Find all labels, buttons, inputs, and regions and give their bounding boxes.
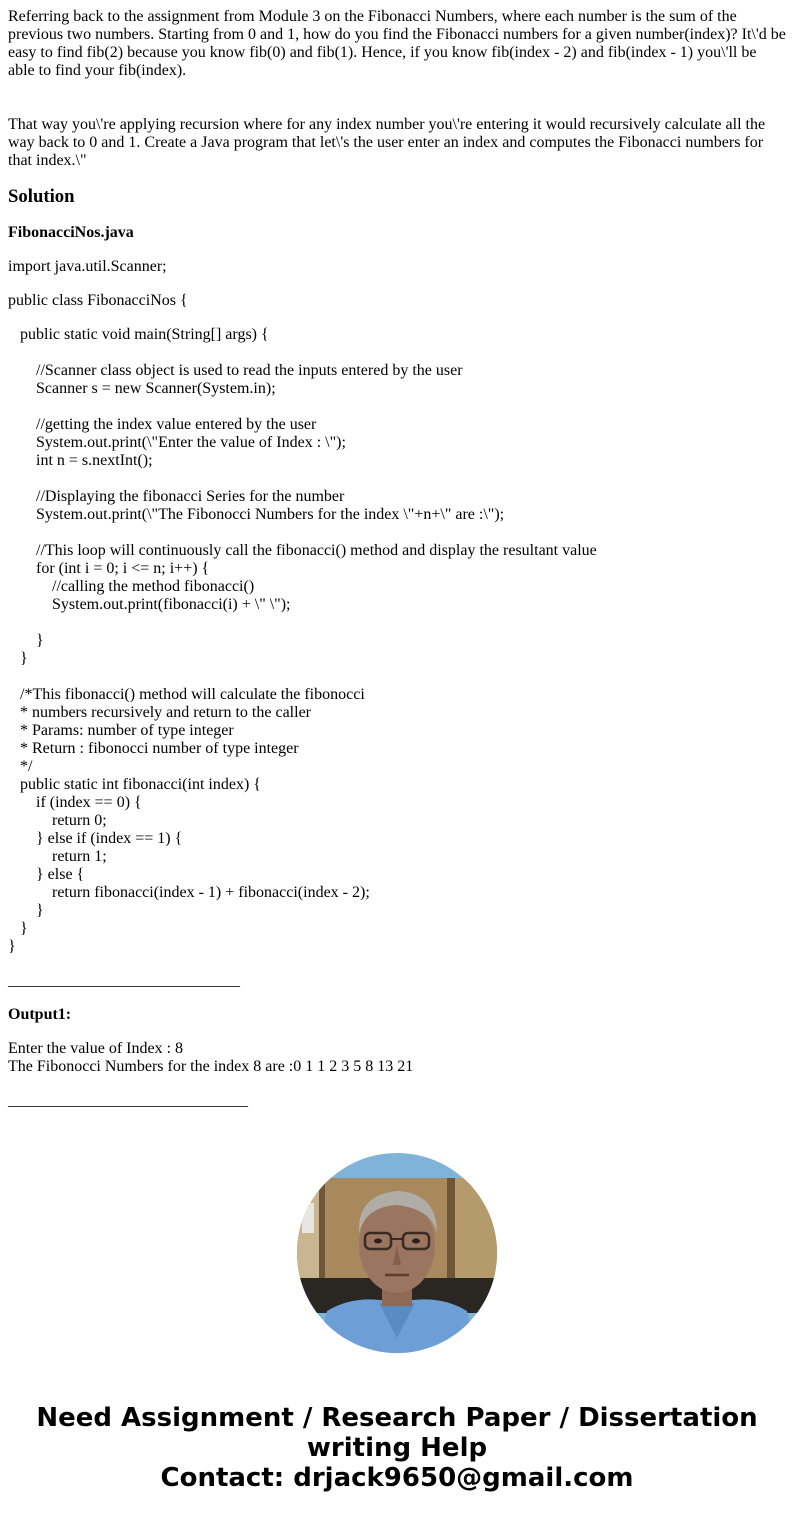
solution-heading: Solution	[8, 186, 75, 207]
class-declaration: public class FibonacciNos {	[8, 292, 188, 309]
code-line: System.out.print(fibonacci(i) + \" \");	[8, 596, 291, 613]
code-line: }	[8, 920, 28, 937]
code-line: /*This fibonacci() method will calculate the fibonocci	[8, 686, 365, 703]
code-line: } else {	[8, 866, 85, 883]
code-line: return 1;	[8, 848, 107, 865]
output-title: Output1:	[8, 1006, 72, 1023]
code-line: //calling the method fibonacci()	[8, 578, 255, 595]
question-section	[8, 8, 786, 170]
code-line: int n = s.nextInt();	[8, 452, 153, 469]
code-line: return fibonacci(index - 1) + fibonacci(index - 2);	[8, 884, 370, 901]
code-line: if (index == 0) {	[8, 794, 142, 811]
code-line	[8, 344, 786, 362]
paragraph-gap	[8, 80, 786, 116]
code-line	[8, 668, 786, 686]
code-line: for (int i = 0; i <= n; i++) {	[8, 560, 210, 577]
avatar-portrait-icon	[297, 1153, 497, 1353]
code-line: }	[8, 938, 16, 955]
code-line: //Displaying the fibonacci Series for the number	[8, 488, 345, 505]
code-line: }	[8, 650, 28, 667]
footer-contact: Contact: drjack9650@gmail.com	[160, 1463, 634, 1493]
footer-line-2: writing Help	[306, 1433, 488, 1463]
code-line: } else if (index == 1) {	[8, 830, 183, 847]
output-line-1: Enter the value of Index : 8	[8, 1040, 184, 1057]
code-line: */	[8, 758, 33, 775]
question-paragraph-2: That way you\'re applying recursion where for any index number you\'re entering it would recursively calculate all the way back to 0 and 1. Create a Java program that let\'s the user enter an index and computes the Fibonacci numbers for that index.\"	[8, 116, 766, 169]
code-line: return 0;	[8, 812, 107, 829]
code-line: }	[8, 632, 44, 649]
code-block	[8, 326, 786, 956]
code-line: //Scanner class object is used to read the inputs entered by the user	[8, 362, 463, 379]
code-line: }	[8, 902, 44, 919]
separator-line: _____________________________	[8, 972, 240, 989]
code-line: System.out.print(\"The Fibonocci Numbers for the index \"+n+\" are :\");	[8, 506, 505, 523]
import-statement: import java.util.Scanner;	[8, 258, 167, 275]
separator-line: ______________________________	[8, 1092, 248, 1109]
code-line	[8, 614, 786, 632]
code-line: * numbers recursively and return to the caller	[8, 704, 311, 721]
code-line	[8, 470, 786, 488]
program-output	[8, 1040, 786, 1076]
code-line: * Params: number of type integer	[8, 722, 234, 739]
code-line	[8, 524, 786, 542]
promo-footer	[0, 1403, 794, 1493]
code-line: //This loop will continuously call the fibonacci() method and display the resultant value	[8, 542, 597, 559]
code-line: //getting the index value entered by the user	[8, 416, 317, 433]
code-line: System.out.print(\"Enter the value of Index : \");	[8, 434, 346, 451]
footer-line-1: Need Assignment / Research Paper / Dissertation	[36, 1403, 758, 1433]
code-line	[8, 398, 786, 416]
author-avatar	[297, 1153, 497, 1353]
question-paragraph-1: Referring back to the assignment from Module 3 on the Fibonacci Numbers, where each number is the sum of the previous two numbers. Starting from 0 and 1, how do you find the Fibonacci numbers for a given number(index)? It\'d be easy to find fib(2) because you know fib(0) and fib(1). Hence, if you know fib(index - 2) and fib(index - 1) you\'ll be able to find your fib(index).	[8, 8, 786, 79]
code-filename: FibonacciNos.java	[8, 224, 134, 241]
code-line: public static void main(String[] args) {	[8, 326, 269, 343]
code-line: Scanner s = new Scanner(System.in);	[8, 380, 276, 397]
output-line-2: The Fibonocci Numbers for the index 8 are :0 1 1 2 3 5 8 13 21	[8, 1058, 414, 1075]
code-line: public static int fibonacci(int index) {	[8, 776, 261, 793]
code-line: * Return : fibonocci number of type integer	[8, 740, 299, 757]
